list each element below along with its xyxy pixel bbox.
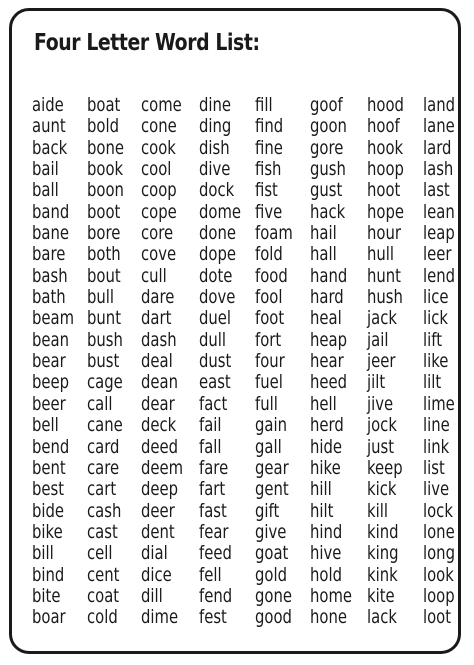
word-item: fast <box>199 499 227 522</box>
word-item: full <box>255 392 278 415</box>
word-item: cull <box>141 264 167 287</box>
word-item: bust <box>87 350 120 373</box>
word-item: lone <box>423 520 455 543</box>
word-item: cool <box>141 158 172 181</box>
word-item: beer <box>32 392 66 415</box>
word-item: deal <box>141 350 173 373</box>
word-item: gent <box>255 478 289 501</box>
word-item: lick <box>423 307 448 330</box>
word-item: hope <box>367 200 404 223</box>
word-item: dime <box>141 606 179 629</box>
word-item: kill <box>367 499 388 522</box>
word-column <box>32 95 87 629</box>
word-item: both <box>87 243 121 266</box>
word-item: gust <box>310 179 343 202</box>
word-item: fare <box>199 456 229 479</box>
word-item: lock <box>423 499 453 522</box>
word-item: deer <box>141 499 175 522</box>
word-item: bane <box>32 222 70 245</box>
word-item: list <box>423 456 445 479</box>
word-item: gold <box>255 563 288 586</box>
word-item: bill <box>32 542 54 565</box>
word-item: beep <box>32 371 70 394</box>
word-item: look <box>423 563 454 586</box>
word-item: gain <box>255 414 288 437</box>
word-item: book <box>87 158 124 181</box>
word-item: cast <box>87 520 118 543</box>
word-item: loot <box>423 606 452 629</box>
word-item: lend <box>423 264 456 287</box>
word-item: lash <box>423 158 454 181</box>
word-item: bide <box>32 499 65 522</box>
word-item: gone <box>255 584 292 607</box>
word-item: goof <box>310 94 343 116</box>
word-item: hill <box>310 478 332 501</box>
word-column <box>367 95 423 629</box>
word-item: fear <box>199 520 229 543</box>
word-item: hell <box>310 392 337 415</box>
word-item: jilt <box>367 371 386 394</box>
word-item: lane <box>423 115 455 138</box>
word-item: heap <box>310 328 348 351</box>
word-item: dote <box>199 264 233 287</box>
word-item: like <box>423 350 449 373</box>
word-item: fill <box>255 94 273 116</box>
word-item: aunt <box>32 115 66 138</box>
word-item: fend <box>199 584 233 607</box>
word-item: kind <box>367 520 399 543</box>
word-item: gift <box>255 499 280 522</box>
word-item: dear <box>141 392 175 415</box>
word-item: long <box>423 542 455 565</box>
word-item: lime <box>423 392 455 415</box>
word-item: bull <box>87 286 115 309</box>
word-item: dish <box>199 136 230 159</box>
word-item: hush <box>367 286 403 309</box>
word-item: bean <box>32 328 70 351</box>
word-item: hind <box>310 520 343 543</box>
word-item: cent <box>87 563 120 586</box>
word-item: deem <box>141 456 184 479</box>
word-item: home <box>310 584 353 607</box>
word-item: jive <box>367 392 394 415</box>
word-item: goat <box>255 542 289 565</box>
word-item: cove <box>141 243 177 266</box>
word-item: just <box>367 435 395 458</box>
word-item: four <box>255 350 285 373</box>
word-item: dent <box>141 520 175 543</box>
word-item: call <box>87 392 113 415</box>
word-item: hoof <box>367 115 400 138</box>
word-item: hoot <box>367 179 401 202</box>
word-item: bone <box>87 136 124 159</box>
word-item: bear <box>32 350 66 373</box>
word-item: jock <box>367 414 397 437</box>
word-item: fish <box>255 158 282 181</box>
word-item: hook <box>367 136 404 159</box>
word-item: live <box>423 478 450 501</box>
word-item: fold <box>255 243 283 266</box>
word-item: dill <box>141 584 163 607</box>
word-item: dock <box>199 179 235 202</box>
word-item: bush <box>87 328 123 351</box>
word-item: gall <box>255 435 282 458</box>
word-item: dare <box>141 286 175 309</box>
word-item: deck <box>141 414 177 437</box>
word-item: bash <box>32 264 68 287</box>
word-item: feed <box>199 542 232 565</box>
word-column <box>141 95 199 629</box>
word-item: duel <box>199 307 232 330</box>
word-item: care <box>87 456 120 479</box>
word-item: band <box>32 200 70 223</box>
word-item: land <box>423 94 456 116</box>
word-item: heed <box>310 371 348 394</box>
word-item: fest <box>199 606 227 629</box>
word-item: east <box>199 371 231 394</box>
word-item: bite <box>32 584 61 607</box>
word-item: fart <box>199 478 226 501</box>
word-item: dome <box>199 200 242 223</box>
word-item: dove <box>199 286 236 309</box>
word-item: fell <box>199 563 222 586</box>
word-column <box>310 95 367 629</box>
word-item: boon <box>87 179 124 202</box>
word-item: beam <box>32 307 75 330</box>
word-item: hike <box>310 456 341 479</box>
word-item: dean <box>141 371 179 394</box>
word-item: hone <box>310 606 347 629</box>
word-item: hilt <box>310 499 334 522</box>
word-item: back <box>32 136 68 159</box>
word-item: card <box>87 435 120 458</box>
word-item: foot <box>255 307 285 330</box>
word-item: fist <box>255 179 278 202</box>
word-item: bare <box>32 243 66 266</box>
word-item: goon <box>310 115 347 138</box>
word-grid <box>32 95 467 629</box>
word-item: bunt <box>87 307 122 330</box>
word-item: ding <box>199 115 232 138</box>
word-item: fuel <box>255 371 283 394</box>
word-item: coop <box>141 179 177 202</box>
word-item: boot <box>87 200 121 223</box>
word-item: dart <box>141 307 172 330</box>
word-item: boat <box>87 94 121 116</box>
word-item: coat <box>87 584 120 607</box>
word-item: dial <box>141 542 168 565</box>
page-title: Four Letter Word List: <box>34 30 260 56</box>
word-item: hide <box>310 435 343 458</box>
word-item: bike <box>32 520 63 543</box>
word-item: line <box>423 414 450 437</box>
word-item: hour <box>367 222 401 245</box>
word-item: fine <box>255 136 283 159</box>
word-item: hull <box>367 243 395 266</box>
word-item: dice <box>141 563 172 586</box>
word-item: best <box>32 478 65 501</box>
word-item: link <box>423 435 450 458</box>
word-item: hold <box>310 563 342 586</box>
word-item: deed <box>141 435 179 458</box>
word-item: leap <box>423 222 455 245</box>
word-item: hoop <box>367 158 404 181</box>
word-item: cage <box>87 371 123 394</box>
word-item: find <box>255 115 284 138</box>
word-item: loop <box>423 584 455 607</box>
word-item: cope <box>141 200 177 223</box>
word-item: bent <box>32 456 66 479</box>
word-item: hive <box>310 542 342 565</box>
word-item: aide <box>32 94 64 116</box>
word-item: dive <box>199 158 231 181</box>
word-item: bell <box>32 414 59 437</box>
word-item: lice <box>423 286 449 309</box>
word-item: cook <box>141 136 176 159</box>
word-column <box>255 95 310 629</box>
word-item: hack <box>310 200 346 223</box>
word-item: hall <box>310 243 337 266</box>
word-item: fail <box>199 414 222 437</box>
word-item: ball <box>32 179 59 202</box>
word-item: last <box>423 179 450 202</box>
word-item: cone <box>141 115 177 138</box>
word-item: bout <box>87 264 121 287</box>
word-item: hood <box>367 94 404 116</box>
word-item: kite <box>367 584 395 607</box>
word-column <box>87 95 141 629</box>
word-item: cane <box>87 414 123 437</box>
word-item: hand <box>310 264 348 287</box>
word-item: hunt <box>367 264 401 287</box>
word-item: bath <box>32 286 66 309</box>
word-item: kink <box>367 563 398 586</box>
word-item: good <box>255 606 292 629</box>
word-item: boar <box>32 606 66 629</box>
word-item: fact <box>199 392 228 415</box>
word-item: keep <box>367 456 403 479</box>
word-item: cell <box>87 542 113 565</box>
word-item: bold <box>87 115 120 138</box>
word-item: bind <box>32 563 65 586</box>
word-item: lift <box>423 328 443 351</box>
word-item: gear <box>255 456 289 479</box>
word-item: jail <box>367 328 389 351</box>
word-item: core <box>141 222 174 245</box>
word-item: food <box>255 264 288 287</box>
word-item: dash <box>141 328 177 351</box>
word-item: deep <box>141 478 179 501</box>
word-item: fall <box>199 435 222 458</box>
word-item: five <box>255 200 283 223</box>
word-item: cart <box>87 478 117 501</box>
word-item: jack <box>367 307 397 330</box>
word-item: jeer <box>367 350 396 373</box>
word-item: lilt <box>423 371 442 394</box>
word-item: hard <box>310 286 344 309</box>
word-item: king <box>367 542 399 565</box>
word-item: lard <box>423 136 452 159</box>
word-item: cold <box>87 606 118 629</box>
word-item: bail <box>32 158 59 181</box>
word-item: give <box>255 520 287 543</box>
word-item: lean <box>423 200 455 223</box>
word-item: dine <box>199 94 232 116</box>
word-item: herd <box>310 414 344 437</box>
word-item: gore <box>310 136 344 159</box>
word-column <box>423 95 467 629</box>
word-column <box>199 95 255 629</box>
word-item: cash <box>87 499 122 522</box>
word-item: fort <box>255 328 282 351</box>
word-item: leer <box>423 243 452 266</box>
word-item: dull <box>199 328 227 351</box>
word-item: gush <box>310 158 346 181</box>
word-item: dope <box>199 243 237 266</box>
word-item: lack <box>367 606 397 629</box>
word-item: done <box>199 222 236 245</box>
word-item: hail <box>310 222 337 245</box>
word-item: kick <box>367 478 397 501</box>
word-item: come <box>141 94 182 116</box>
word-item: foam <box>255 222 293 245</box>
word-item: heal <box>310 307 342 330</box>
word-item: hear <box>310 350 344 373</box>
word-item: bore <box>87 222 121 245</box>
word-item: fool <box>255 286 283 309</box>
word-item: bend <box>32 435 70 458</box>
word-item: dust <box>199 350 232 373</box>
